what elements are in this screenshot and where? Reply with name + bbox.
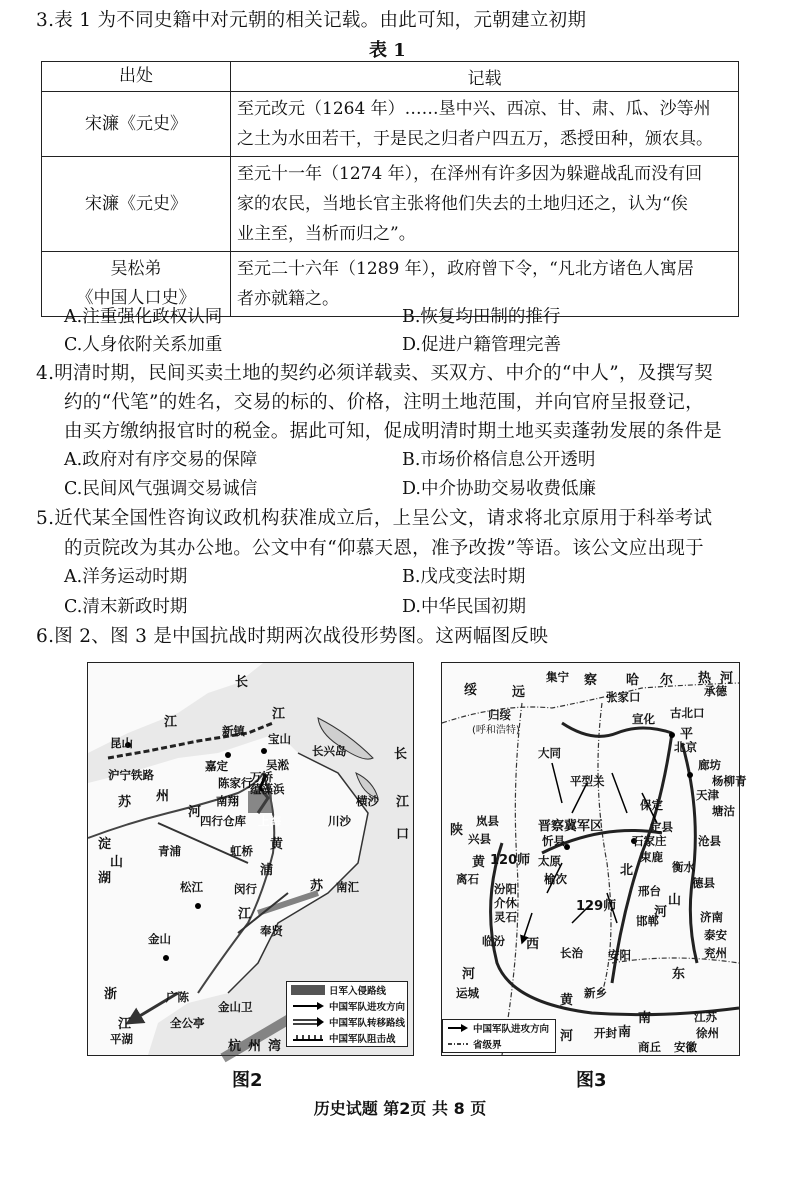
map3-label: 黄 (560, 993, 574, 1008)
map2-label: 南翔 (216, 794, 239, 808)
map3-label: 徐州 (696, 1026, 719, 1040)
map3-legend (442, 1019, 556, 1053)
map3-label: 介休 (494, 896, 517, 910)
map3-label: 120师 (490, 853, 531, 868)
map3-label: 北 (620, 863, 634, 878)
map2-city-baoshan (261, 748, 267, 754)
map2-label: 州 (248, 1039, 262, 1054)
map2-legend (286, 981, 408, 1047)
map3-label: 忻县 (542, 834, 565, 848)
map2-label: 口 (396, 827, 410, 842)
legend-swatch-barbed-line (291, 1033, 325, 1043)
map2-label: 黄 (270, 837, 284, 852)
map3-label: 兴县 (468, 832, 491, 846)
header-record: 记载 (231, 62, 739, 92)
map3-caption: 图3 (576, 1070, 607, 1091)
row1-line2: 之土为水田若干，于是民之归者户四五万，悉授田种，颁农具。 (237, 129, 713, 149)
row3-line2: 者亦就籍之。 (237, 289, 339, 309)
legend-label: 日军入侵路线 (329, 986, 387, 997)
map2-label: 江 (164, 715, 178, 730)
q4-line2: 约的“代笔”的姓名，交易的标的、价格，注明土地范围，并向官府呈报登记， (64, 392, 704, 413)
row2-line2: 家的农民，当地长官主张将他们失去的土地归还之，认为“俟 (237, 194, 688, 214)
map2-label: 虹桥 (230, 844, 253, 858)
map2-label: 长 (235, 675, 249, 690)
map2-label: 四行仓库 (200, 814, 246, 828)
map3-label: 兖州 (704, 946, 727, 960)
map2-label: 淀 (98, 837, 112, 852)
map3-label: 张家口 (606, 690, 641, 704)
map3-label: 大同 (538, 746, 561, 760)
map3-label: 商丘 (638, 1040, 661, 1054)
q4-option-c[interactable]: C.民间风气强调交易诚信 (64, 479, 258, 499)
legend-label: 省级界 (473, 1040, 502, 1051)
row3-line1: 至元二十六年（1289 年），政府曾下令，“凡北方诸色人寓居 (237, 259, 694, 279)
q6-stem: 6.图 2、图 3 是中国抗战时期两次战役形势图。这两幅图反映 (36, 626, 549, 647)
map2-label: 嘉定 (205, 759, 228, 773)
map2-caption: 图2 (232, 1070, 263, 1091)
legend-label: 中国军队转移路线 (329, 1018, 406, 1029)
map3-label: 南 (638, 1011, 652, 1026)
map2-label: 江 (238, 907, 252, 922)
q4-line1: 4.明清时期，民间买卖土地的契约必须详载卖、买双方、中介的“中人”，及撰写契 (36, 363, 713, 384)
map3-label: 衡水 (672, 860, 695, 874)
map-figure-3 (441, 662, 747, 1056)
map3-label: 哈 (626, 673, 640, 688)
map3-label: 集宁 (546, 670, 569, 684)
map2-label: 昆山 (110, 736, 133, 750)
map3-label: 宣化 (632, 712, 655, 726)
legend-swatch-thick-arrow (291, 985, 325, 995)
map-figure-2 (87, 662, 414, 1056)
map3-label: 129师 (576, 899, 617, 914)
page-footer: 历史试题 第2页 共 8 页 (313, 1099, 487, 1118)
map3-city-tianjin (687, 772, 693, 778)
q4-option-b[interactable]: B.市场价格信息公开透明 (402, 450, 596, 470)
map2-label: 奉贤 (260, 924, 283, 938)
row1-record (231, 92, 739, 157)
map3-label: 河 (560, 1029, 574, 1044)
map3-label: 河 (462, 967, 476, 982)
row2-record (231, 157, 739, 252)
row3-source-book: 《中国人口史》 (76, 288, 196, 308)
q5-option-b[interactable]: B.戊戌变法时期 (402, 567, 526, 587)
map3-label: 南 (618, 1025, 632, 1040)
record-table (41, 61, 739, 317)
map3-label: 泰安 (704, 928, 727, 942)
map3-label: 北京 (674, 740, 697, 754)
table-row (42, 157, 739, 252)
q5-option-c[interactable]: C.清末新政时期 (64, 597, 188, 617)
map2-label: 南汇 (336, 880, 359, 894)
row2-line1: 至元十一年（1274 年），在泽州有许多因为躲避战乱而没有回 (237, 164, 703, 184)
map3-label: 邢台 (638, 884, 661, 898)
map2-label: 吴淞 (266, 758, 289, 772)
map2-label: 浙 (104, 987, 118, 1002)
map2-city-jinshan (163, 955, 169, 961)
row2-line3: 业主至，当析而归之”。 (237, 224, 416, 244)
map2-label: 长兴岛 (312, 744, 347, 758)
q3-option-b[interactable]: B.恢复均田制的推行 (402, 307, 561, 327)
map3-label: 廊坊 (698, 758, 721, 772)
legend-japanese-route (287, 982, 407, 998)
map2-label: 金山卫 (218, 1000, 253, 1014)
legend-swatch-arrow (447, 1023, 469, 1033)
map2-label: 横沙 (356, 794, 379, 808)
map2-label: 江 (118, 1017, 132, 1032)
q3-option-a[interactable]: A.注重强化政权认同 (64, 307, 223, 327)
map2-label: 川沙 (328, 814, 351, 828)
map2-label: 河 (188, 805, 202, 820)
legend-label: 中国军队阻击战 (329, 1034, 396, 1045)
map2-label: 平湖 (110, 1032, 133, 1046)
q5-option-a[interactable]: A.洋务运动时期 (64, 567, 188, 587)
legend-chinese-attack (443, 1020, 555, 1036)
map2-label: 杭 (228, 1039, 242, 1054)
table-row (42, 92, 739, 157)
map2-label: 苏 (118, 795, 132, 810)
map3-label: 承德 (704, 684, 727, 698)
q4-line3: 由买方缴纳报官时的税金。据此可知，促成明清时期土地买卖蓬勃发展的条件是 (64, 421, 723, 442)
map2-label: 上海 (258, 814, 281, 828)
map2-label: 江 (272, 707, 286, 722)
q5-line2: 的贡院改为其办公地。公文中有“仰慕天恩，准予改拨”等语。该公文应出现于 (64, 538, 704, 559)
map3-label: 安阳 (608, 948, 631, 962)
legend-chinese-transfer (287, 1014, 407, 1030)
map3-label: 保定 (640, 798, 663, 812)
map3-label: 平 (680, 727, 694, 742)
map3-label: 黄 (472, 855, 486, 870)
map2-label: 广陈 (166, 990, 189, 1004)
map3-label: 古北口 (670, 706, 705, 720)
map3-label: 晋察冀军区 (538, 819, 604, 834)
map3-label: 沧县 (698, 834, 721, 848)
map2-label: 新镇 (222, 724, 245, 738)
row1-source: 宋濂《元史》 (42, 92, 231, 157)
q5-option-d[interactable]: D.中华民国初期 (402, 597, 526, 617)
map3-label: (呼和浩特) (472, 725, 520, 736)
legend-swatch-dashed-line (447, 1039, 469, 1049)
q4-option-d[interactable]: D.中介协助交易收费低廉 (402, 479, 596, 499)
map3-label: 济南 (700, 910, 723, 924)
map2-label: 松江 (180, 880, 203, 894)
map2-label: 浦 (260, 863, 274, 878)
table-header-row (42, 62, 739, 92)
map2-label: 苏 (310, 879, 324, 894)
map3-label: 灵石 (494, 910, 517, 924)
map3-border-shanxi-west (502, 703, 522, 1055)
map3-label: 新乡 (584, 986, 607, 1000)
map3-label: 邯郸 (636, 914, 659, 928)
legend-swatch-double-arrow (291, 1017, 325, 1027)
row2-source: 宋濂《元史》 (42, 157, 231, 252)
legend-chinese-attack (287, 998, 407, 1014)
q3-option-c[interactable]: C.人身依附关系加重 (64, 335, 223, 355)
map3-label: 热 (698, 671, 712, 686)
map3-label: 石家庄 (632, 834, 667, 848)
map3-label: 远 (512, 685, 526, 700)
map3-city-beijing (669, 732, 675, 738)
q4-option-a[interactable]: A.政府对有序交易的保障 (64, 450, 258, 470)
map2-label: 湾 (268, 1039, 282, 1054)
header-source: 出处 (42, 62, 231, 92)
map3-label: 天津 (696, 788, 719, 802)
map3-label: 榆次 (544, 872, 567, 886)
q3-stem: 3.表 1 为不同史籍中对元朝的相关记载。由此可知，元朝建立初期 (36, 10, 587, 31)
legend-label: 中国军队进攻方向 (473, 1024, 550, 1035)
map2-label: 金山 (148, 932, 171, 946)
map2-label: 全公亭 (170, 1016, 205, 1030)
map2-city-songjiang (195, 903, 201, 909)
map2-label: 闵行 (234, 882, 257, 896)
map2-label: 湖 (98, 871, 112, 886)
row3-source-author: 吴松弟 (110, 259, 162, 279)
q5-line1: 5.近代某全国性咨询议政机构获准成立后，上呈公文，请求将北京原用于科举考试 (36, 508, 713, 529)
map3-label: 运城 (456, 986, 479, 1000)
map3-label: 岚县 (476, 814, 499, 828)
map2-label: 青浦 (158, 844, 181, 858)
map2-label: 万桥 (250, 770, 273, 784)
map2-label: 宝山 (268, 732, 291, 746)
map3-railway-north (562, 723, 672, 736)
map3-label: 开封 (594, 1026, 617, 1040)
map3-label: 西 (526, 937, 540, 952)
map3-label: 河 (720, 671, 734, 686)
map3-label: 德县 (692, 876, 715, 890)
map2-label: 长 (394, 747, 408, 762)
map3-label: 离石 (456, 872, 479, 886)
map3-label: 山 (668, 893, 682, 908)
legend-chinese-blocking (287, 1030, 407, 1046)
map3-label: 安徽 (674, 1040, 697, 1054)
legend-label: 中国军队进攻方向 (329, 1002, 406, 1013)
map3-label: 察 (584, 673, 598, 688)
map3-label: 东 (672, 967, 686, 982)
table-caption: 表 1 (369, 40, 406, 61)
row1-line1: 至元改元（1264 年）……垦中兴、西凉、甘、肃、瓜、沙等州 (237, 99, 711, 119)
map2-label: 江 (396, 795, 410, 810)
legend-swatch-arrow (291, 1001, 325, 1011)
map3-label: 定县 (650, 820, 673, 834)
map3-label: 尔 (660, 673, 674, 688)
map2-label: 山 (110, 855, 124, 870)
map3-label: 束鹿 (640, 850, 663, 864)
map2-label: 蕴藻浜 (250, 782, 285, 796)
map3-label: 临汾 (482, 934, 505, 948)
map3-label: 平型关 (570, 774, 605, 788)
map2-label: 州 (156, 789, 170, 804)
map3-label: 河 (654, 905, 668, 920)
map3-label: 绥 (464, 683, 478, 698)
map2-label: 沪宁铁路 (108, 768, 154, 782)
map2-label: 陈家行 (218, 776, 253, 790)
map3-label: 江苏 (694, 1010, 717, 1024)
map3-label: 杨柳青 (712, 774, 747, 788)
map3-label: 太原 (538, 854, 561, 868)
map3-label: 塘沽 (712, 804, 735, 818)
map3-yellow-river (491, 843, 739, 1015)
legend-province-border (443, 1036, 555, 1052)
map3-label: 归绥 (488, 708, 511, 722)
q3-option-d[interactable]: D.促进户籍管理完善 (402, 335, 561, 355)
map3-label: 汾阳 (494, 882, 517, 896)
map3-label: 陕 (450, 823, 464, 838)
map3-label: 长治 (560, 946, 583, 960)
